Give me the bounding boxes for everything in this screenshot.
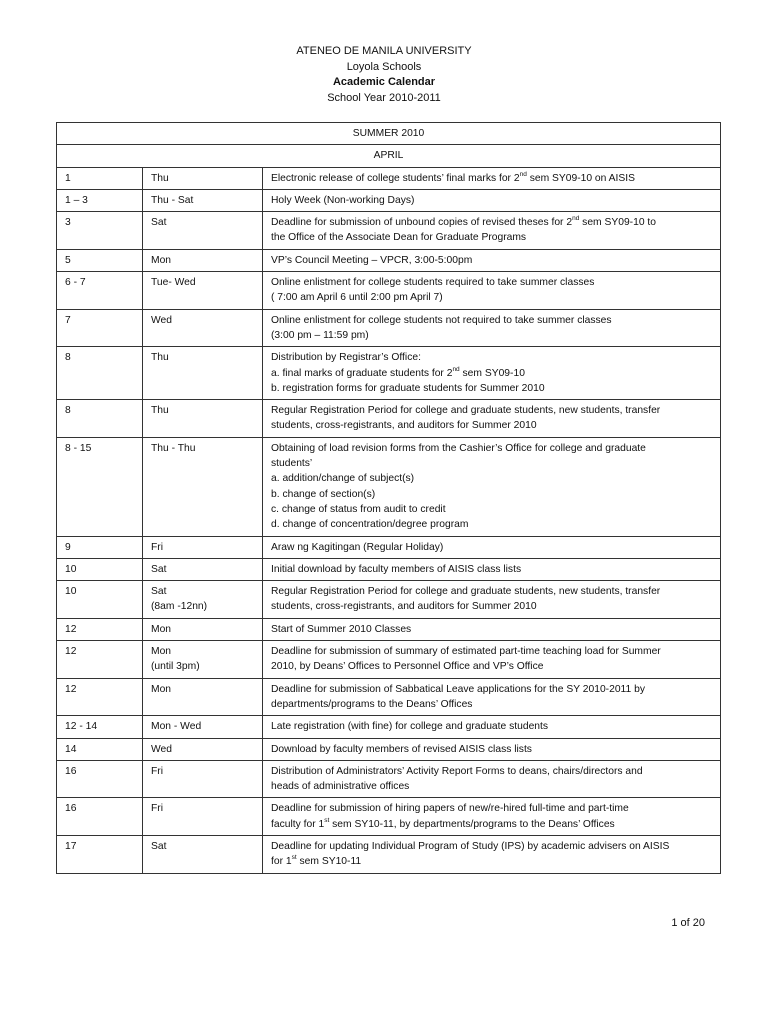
description-line: [271, 275, 714, 290]
description-text: heads of administrative offices: [271, 781, 410, 793]
day-cell: [143, 738, 263, 760]
description-text: (3:00 pm – 11:59 pm): [271, 329, 369, 341]
page-number: 1 of 20: [671, 917, 705, 929]
description-line: [271, 697, 714, 712]
date-cell: 16: [57, 760, 143, 798]
date-cell: 16: [57, 798, 143, 836]
calendar-row: [57, 678, 721, 716]
description-line: [271, 742, 714, 757]
day-line: Sat: [151, 563, 167, 575]
description-text: d. change of concentration/degree program: [271, 519, 469, 531]
description-text: for 1: [271, 856, 292, 868]
description-text: the Office of the Associate Dean for Graduate Programs: [271, 232, 527, 244]
day-line: Mon: [151, 623, 172, 635]
description-text: sem SY09-10 on AISIS: [526, 172, 636, 184]
event-description-cell: [263, 400, 721, 438]
day-line: Sat: [151, 840, 167, 852]
description-text: Deadline for submission of Sabbatical Leave applications for the SY 2010-2011 by: [271, 683, 645, 695]
description-text: Initial download by faculty members of AISIS class lists: [271, 563, 522, 575]
event-description-cell: [263, 249, 721, 271]
description-text: sem SY09-10 to: [579, 217, 657, 229]
description-text: Distribution by Registrar’s Office:: [271, 352, 421, 364]
day-line: Sat: [151, 217, 167, 229]
event-description-cell: [263, 798, 721, 836]
description-text: Obtaining of load revision forms from the Cashier’s Office for college and graduate: [271, 442, 646, 454]
event-description-cell: [263, 189, 721, 211]
day-line: Thu - Sat: [151, 194, 194, 206]
ordinal-superscript: st: [291, 854, 297, 862]
day-line: Fri: [151, 541, 164, 553]
day-cell: [143, 249, 263, 271]
date-cell: 9: [57, 536, 143, 558]
description-line: [271, 562, 714, 577]
description-text: a. final marks of graduate students for 2: [271, 367, 453, 379]
description-line: [271, 366, 714, 381]
event-description-cell: [263, 581, 721, 619]
calendar-row: [57, 641, 721, 679]
description-text: b. registration forms for graduate students for Summer 2010: [271, 382, 545, 394]
calendar-row: [57, 558, 721, 580]
date-cell: 1: [57, 167, 143, 189]
calendar-row: [57, 738, 721, 760]
description-text: departments/programs to the Deans’ Offices: [271, 698, 473, 710]
event-description-cell: [263, 835, 721, 873]
day-line: Mon: [151, 646, 172, 658]
day-line: Wed: [151, 314, 172, 326]
description-text: Download by faculty members of revised AISIS class lists: [271, 743, 532, 755]
description-line: [271, 517, 714, 532]
description-line: [271, 854, 714, 869]
description-text: Online enlistment for college students required to take summer classes: [271, 277, 595, 289]
calendar-row: [57, 167, 721, 189]
description-line: [271, 253, 714, 268]
description-text: VP’s Council Meeting – VPCR, 3:00-5:00pm: [271, 254, 473, 266]
description-line: [271, 456, 714, 471]
date-cell: 5: [57, 249, 143, 271]
description-text: faculty for 1: [271, 818, 325, 830]
university-name: ATENEO DE MANILA UNIVERSITY: [296, 45, 472, 57]
term-heading: SUMMER 2010: [57, 123, 721, 145]
school-name: Loyola Schools: [346, 60, 422, 73]
day-line: Tue- Wed: [151, 277, 196, 289]
description-line: [271, 313, 714, 328]
description-line: [271, 719, 714, 734]
day-cell: [143, 716, 263, 738]
event-description-cell: [263, 641, 721, 679]
month-heading-row: [57, 145, 721, 167]
description-text: Deadline for submission of hiring papers of new/re-hired full-time and part-time: [271, 803, 629, 815]
description-line: [271, 215, 714, 230]
event-description-cell: [263, 272, 721, 310]
day-cell: [143, 272, 263, 310]
description-line: [271, 584, 714, 599]
day-line: Mon: [151, 254, 172, 266]
date-cell: 8: [57, 400, 143, 438]
day-cell: [143, 437, 263, 536]
description-line: [271, 817, 714, 832]
description-line: [271, 418, 714, 433]
calendar-row: [57, 618, 721, 640]
description-text: ( 7:00 am April 6 until 2:00 pm April 7): [271, 292, 443, 304]
calendar-row: [57, 249, 721, 271]
calendar-row: [57, 400, 721, 438]
calendar-row: [57, 212, 721, 250]
description-line: [271, 599, 714, 614]
date-cell: 10: [57, 581, 143, 619]
description-text: sem SY09-10: [459, 367, 525, 379]
date-cell: 12: [57, 618, 143, 640]
day-cell: [143, 641, 263, 679]
day-line: Fri: [151, 803, 164, 815]
ordinal-superscript: nd: [519, 170, 527, 178]
description-line: [271, 622, 714, 637]
month-heading: APRIL: [57, 145, 721, 167]
description-text: Deadline for submission of unbound copies of revised theses for 2: [271, 217, 573, 229]
date-cell: 10: [57, 558, 143, 580]
day-cell: [143, 678, 263, 716]
description-text: Holy Week (Non-working Days): [271, 194, 415, 206]
calendar-row: [57, 760, 721, 798]
date-cell: 14: [57, 738, 143, 760]
day-line: Thu: [151, 405, 169, 417]
description-line: [271, 441, 714, 456]
date-cell: 8 - 15: [57, 437, 143, 536]
calendar-table: [56, 122, 721, 874]
day-cell: [143, 760, 263, 798]
ordinal-superscript: st: [324, 816, 330, 824]
day-cell: [143, 309, 263, 347]
description-line: [271, 682, 714, 697]
description-text: b. change of section(s): [271, 488, 376, 500]
description-line: [271, 381, 714, 396]
calendar-row: [57, 437, 721, 536]
event-description-cell: [263, 678, 721, 716]
calendar-row: [57, 581, 721, 619]
event-description-cell: [263, 309, 721, 347]
day-cell: [143, 558, 263, 580]
description-text: a. addition/change of subject(s): [271, 473, 415, 485]
day-line: Thu: [151, 352, 169, 364]
description-line: [271, 540, 714, 555]
description-line: [271, 230, 714, 245]
description-text: Araw ng Kagitingan (Regular Holiday): [271, 541, 444, 553]
description-line: [271, 644, 714, 659]
date-cell: 3: [57, 212, 143, 250]
day-cell: [143, 798, 263, 836]
date-cell: 12 - 14: [57, 716, 143, 738]
day-line: Sat: [151, 586, 167, 598]
description-line: [271, 839, 714, 854]
description-text: Online enlistment for college students not required to take summer classes: [271, 314, 612, 326]
day-line: Thu: [151, 172, 169, 184]
date-cell: 6 - 7: [57, 272, 143, 310]
calendar-row: [57, 309, 721, 347]
calendar-row: [57, 798, 721, 836]
day-line: Wed: [151, 743, 172, 755]
day-line: Mon: [151, 683, 172, 695]
day-line: (8am -12nn): [151, 601, 208, 613]
event-description-cell: [263, 716, 721, 738]
date-cell: 12: [57, 641, 143, 679]
day-cell: [143, 167, 263, 189]
description-line: [271, 328, 714, 343]
description-line: [271, 471, 714, 486]
day-cell: [143, 212, 263, 250]
description-line: [271, 290, 714, 305]
description-text: sem SY10-11: [296, 856, 362, 868]
date-cell: 8: [57, 347, 143, 400]
date-cell: 17: [57, 835, 143, 873]
date-cell: 7: [57, 309, 143, 347]
event-description-cell: [263, 212, 721, 250]
calendar-row: [57, 272, 721, 310]
description-line: [271, 502, 714, 517]
date-cell: 1 – 3: [57, 189, 143, 211]
description-text: Late registration (with fine) for college and graduate students: [271, 721, 549, 733]
calendar-row: [57, 189, 721, 211]
day-cell: [143, 536, 263, 558]
description-line: [271, 193, 714, 208]
day-line: (until 3pm): [151, 661, 200, 673]
description-text: Deadline for updating Individual Program of Study (IPS) by academic advisers on AISIS: [271, 840, 670, 852]
event-description-cell: [263, 167, 721, 189]
ordinal-superscript: nd: [452, 365, 460, 373]
description-line: [271, 779, 714, 794]
document-title: Academic Calendar: [332, 76, 436, 88]
day-line: Thu - Thu: [151, 442, 196, 454]
description-text: c. change of status from audit to credit: [271, 503, 446, 515]
day-cell: [143, 400, 263, 438]
description-line: [271, 764, 714, 779]
description-text: Electronic release of college students’ final marks for 2: [271, 172, 520, 184]
description-line: [271, 659, 714, 674]
document-header: [0, 44, 768, 106]
description-text: 2010, by Deans’ Offices to Personnel Office and VP’s Office: [271, 661, 544, 673]
event-description-cell: [263, 437, 721, 536]
description-text: Deadline for submission of summary of estimated part-time teaching load for Summer: [271, 646, 661, 658]
description-text: Distribution of Administrators’ Activity Report Forms to deans, chairs/directors and: [271, 765, 643, 777]
description-text: Regular Registration Period for college and graduate students, new students, transfer: [271, 405, 661, 417]
day-cell: [143, 835, 263, 873]
calendar-row: [57, 835, 721, 873]
description-text: Regular Registration Period for college and graduate students, new students, transfer: [271, 586, 661, 598]
description-text: students, cross-registrants, and auditors for Summer 2010: [271, 420, 537, 432]
date-cell: 12: [57, 678, 143, 716]
event-description-cell: [263, 536, 721, 558]
description-text: students, cross-registrants, and auditors for Summer 2010: [271, 601, 537, 613]
day-cell: [143, 581, 263, 619]
event-description-cell: [263, 760, 721, 798]
day-line: Fri: [151, 765, 164, 777]
event-description-cell: [263, 347, 721, 400]
ordinal-superscript: nd: [572, 215, 580, 223]
day-cell: [143, 347, 263, 400]
calendar-row: [57, 347, 721, 400]
school-year: School Year 2010-2011: [327, 91, 441, 104]
event-description-cell: [263, 618, 721, 640]
description-line: [271, 403, 714, 418]
description-text: sem SY10-11, by departments/programs to the Deans’ Offices: [329, 818, 615, 830]
term-heading-row: [57, 123, 721, 145]
calendar-row: [57, 536, 721, 558]
day-cell: [143, 618, 263, 640]
event-description-cell: [263, 558, 721, 580]
description-line: [271, 350, 714, 365]
description-text: students’: [271, 458, 313, 470]
day-cell: [143, 189, 263, 211]
day-line: Mon - Wed: [151, 721, 202, 733]
description-line: [271, 487, 714, 502]
description-text: Start of Summer 2010 Classes: [271, 623, 412, 635]
event-description-cell: [263, 738, 721, 760]
calendar-row: [57, 716, 721, 738]
description-line: [271, 801, 714, 816]
description-line: [271, 171, 714, 186]
